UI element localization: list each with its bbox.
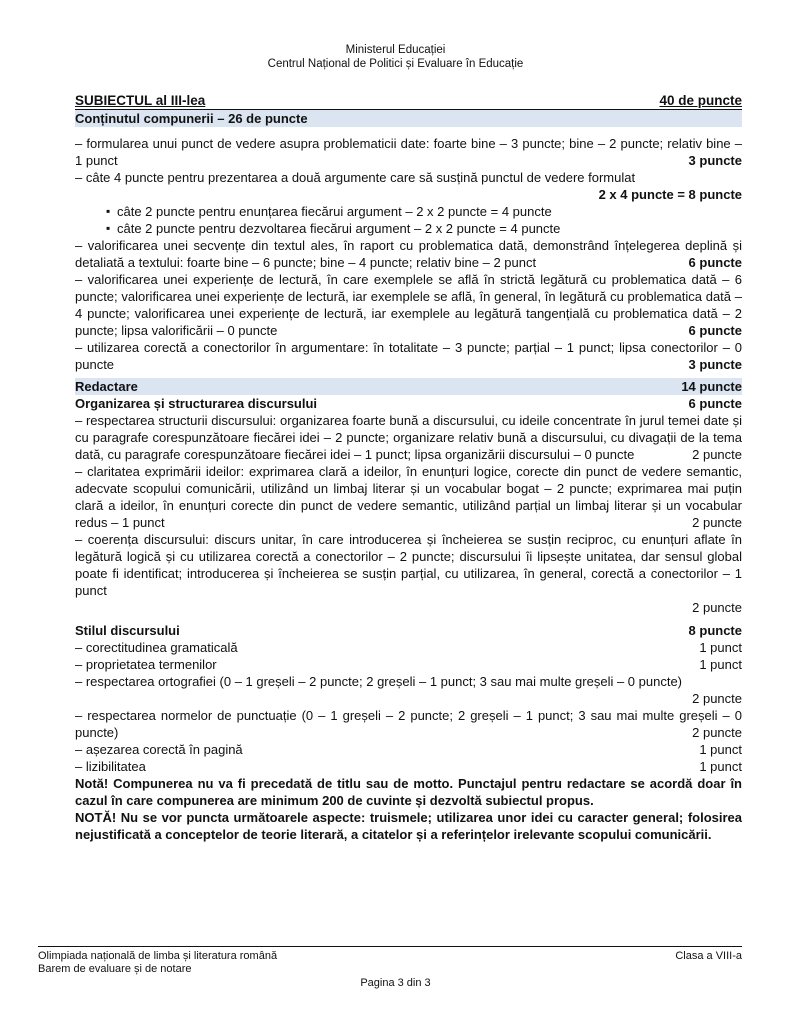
subject-heading <box>75 92 742 109</box>
style-layout-points: 1 punct <box>699 742 742 757</box>
bullet-argument-development: ▪ câte 2 puncte pentru dezvoltarea fiecărui argument – 2 x 2 puncte = 4 puncte <box>75 220 742 237</box>
style-grammar <box>75 639 742 656</box>
center-name: Centrul Național de Politici și Evaluare în Educație <box>267 58 524 70</box>
criterion-coherence-points: 2 puncte <box>692 600 742 615</box>
style-punctuation-points: 2 puncte <box>692 725 742 740</box>
organization-title: Organizarea și structurarea discursului <box>75 396 318 411</box>
criterion-connectors-points: 3 puncte <box>688 357 742 372</box>
style-layout-label: – așezarea corectă în pagină <box>75 742 243 757</box>
criterion-arguments: – câte 4 puncte pentru prezentarea a două argumente care să susțină punctul de vedere formulat <box>75 170 636 185</box>
subject-points: 40 de puncte <box>659 93 742 108</box>
bullet-argument-statement: ▪ câte 2 puncte pentru enunțarea fiecărui argument – 2 x 2 puncte = 4 puncte <box>75 203 742 220</box>
style-legibility-points: 1 punct <box>699 759 742 774</box>
note-excluded-aspects: NOTĂ! Nu se vor puncta următoarele aspecte: truismele; utilizarea unor idei cu caracter general; folosirea nejustificată a conceptelor de teorie literară, a citatelor și a referințelor irelevante scopului comunicării. <box>75 810 742 842</box>
criterion-connectors: – utilizarea corectă a conectorilor în argumentare: în totalitate – 3 puncte; parțial – 1 punct; lipsa conectorilor – 0 puncte <box>75 340 742 372</box>
document-header <box>0 43 791 71</box>
ministry-name: Ministerul Educației <box>345 44 446 56</box>
style-points: 8 puncte <box>688 623 742 638</box>
criterion-clarity: – claritatea exprimării ideilor: exprimarea clară a ideilor, în enunțuri logice, corecte din punct de vedere semantic, adecvate scopului comunicării, utilizând un limbaj literar și un vocabular bogat – 2 puncte; exprimarea mai puțin clară a ideilor, în enunțuri corecte din punct de vedere semantic, utilizând parțial un limbaj literar și un vocabular redus – 1 punct <box>75 464 742 530</box>
criterion-coherence: – coerența discursului: discurs unitar, în care introducerea și încheierea se susțin reciproc, cu enunțuri aflate în legătură logică și cu utilizarea corectă a conectorilor – 2 puncte; discursului îi lipsește unitatea, dar sensul global poate fi identificat; introducerea și încheierea se susțin parțial, cu utilizarea, în general, corectă a conectorilor – 1 punct <box>75 532 742 598</box>
content-section-title: Conținutul compunerii – 26 de puncte <box>75 111 308 126</box>
footer-class: Clasa a VIII-a <box>675 950 742 962</box>
style-title: Stilul discursului <box>75 623 180 638</box>
content-section-heading <box>75 109 742 127</box>
style-punctuation-label: – respectarea normelor de punctuație (0 – 1 greșeli – 2 puncte; 2 greșeli – 1 punct; 3 sau mai multe greșeli – 0 puncte) <box>75 708 742 740</box>
criterion-reading-experience: – valorificarea unei experiențe de lectură, în care exemplele se află în strictă legătură cu problematica dată – 6 puncte; valorificarea unei experiențe de lectură, iar exemplele se află, în general, în legătură cu problematica dată – 4 puncte; valorificarea unei experiențe de lectură, iar exemplele au legătură tangențială cu problematica dată – 2 puncte; lipsa valorificării – 0 puncte <box>75 272 742 338</box>
style-grammar-points: 1 punct <box>699 640 742 655</box>
criterion-clarity-points: 2 puncte <box>692 515 742 530</box>
criterion-structure-points: 2 puncte <box>692 447 742 462</box>
style-terms <box>75 656 742 673</box>
criterion-structure: – respectarea structurii discursului: organizarea foarte bună a discursului, cu ideile concentrate în jurul temei date și cu paragrafe corespunzătoare fiecărei idei – 2 puncte; organizare relativ bună a discursului, cu divagații de la tema dată, cu paragrafe corespunzătoare fiecărei idei – 1 punct; lipsa organizării discursului – 0 puncte <box>75 413 742 462</box>
subject-title: SUBIECTUL al III-lea <box>75 93 206 108</box>
style-terms-points: 1 punct <box>699 657 742 672</box>
redactare-points: 14 puncte <box>681 379 742 394</box>
document-body <box>75 92 742 843</box>
page-number: Pagina 3 din 3 <box>360 977 431 989</box>
style-heading <box>75 622 742 639</box>
style-legibility <box>75 758 742 775</box>
organization-heading <box>75 395 742 412</box>
criterion-reading-experience-points: 6 puncte <box>688 323 742 338</box>
style-spelling-points: 2 puncte <box>692 691 742 706</box>
style-terms-label: – proprietatea termenilor <box>75 657 217 672</box>
criterion-text-sequence: – valorificarea unei secvențe din textul ales, în raport cu problematica dată, demonstrând înțelegerea deplină și detaliată a textului: foarte bine – 6 puncte; bine – 4 puncte; relativ bine – 2 punct <box>75 238 742 270</box>
organization-points: 6 puncte <box>688 396 742 411</box>
style-legibility-label: – lizibilitatea <box>75 759 146 774</box>
criterion-viewpoint-points: 3 puncte <box>688 153 742 168</box>
criterion-viewpoint: – formularea unui punct de vedere asupra problematicii date: foarte bine – 3 puncte; bine – 2 puncte; relativ bine – 1 punct <box>75 136 742 168</box>
style-layout <box>75 741 742 758</box>
document-footer <box>38 946 742 976</box>
style-grammar-label: – corectitudinea gramaticală <box>75 640 238 655</box>
criterion-arguments-points: 2 x 4 puncte = 8 puncte <box>598 187 742 202</box>
footer-olympiad: Olimpiada națională de limba și literatura română <box>38 950 278 962</box>
redactare-title: Redactare <box>75 379 138 394</box>
footer-barem: Barem de evaluare și de notare <box>38 963 192 975</box>
note-title-motto: Notă! Compunerea nu va fi precedată de titlu sau de motto. Punctajul pentru redactare se acordă doar în cazul în care compunerea are minimum 200 de cuvinte și dezvoltă subiectul propus. <box>75 776 742 808</box>
style-spelling-label: – respectarea ortografiei (0 – 1 greșeli – 2 puncte; 2 greșeli – 1 punct; 3 sau mai multe greșeli – 0 puncte) <box>75 674 683 689</box>
criterion-text-sequence-points: 6 puncte <box>688 255 742 270</box>
redactare-heading <box>75 378 742 395</box>
